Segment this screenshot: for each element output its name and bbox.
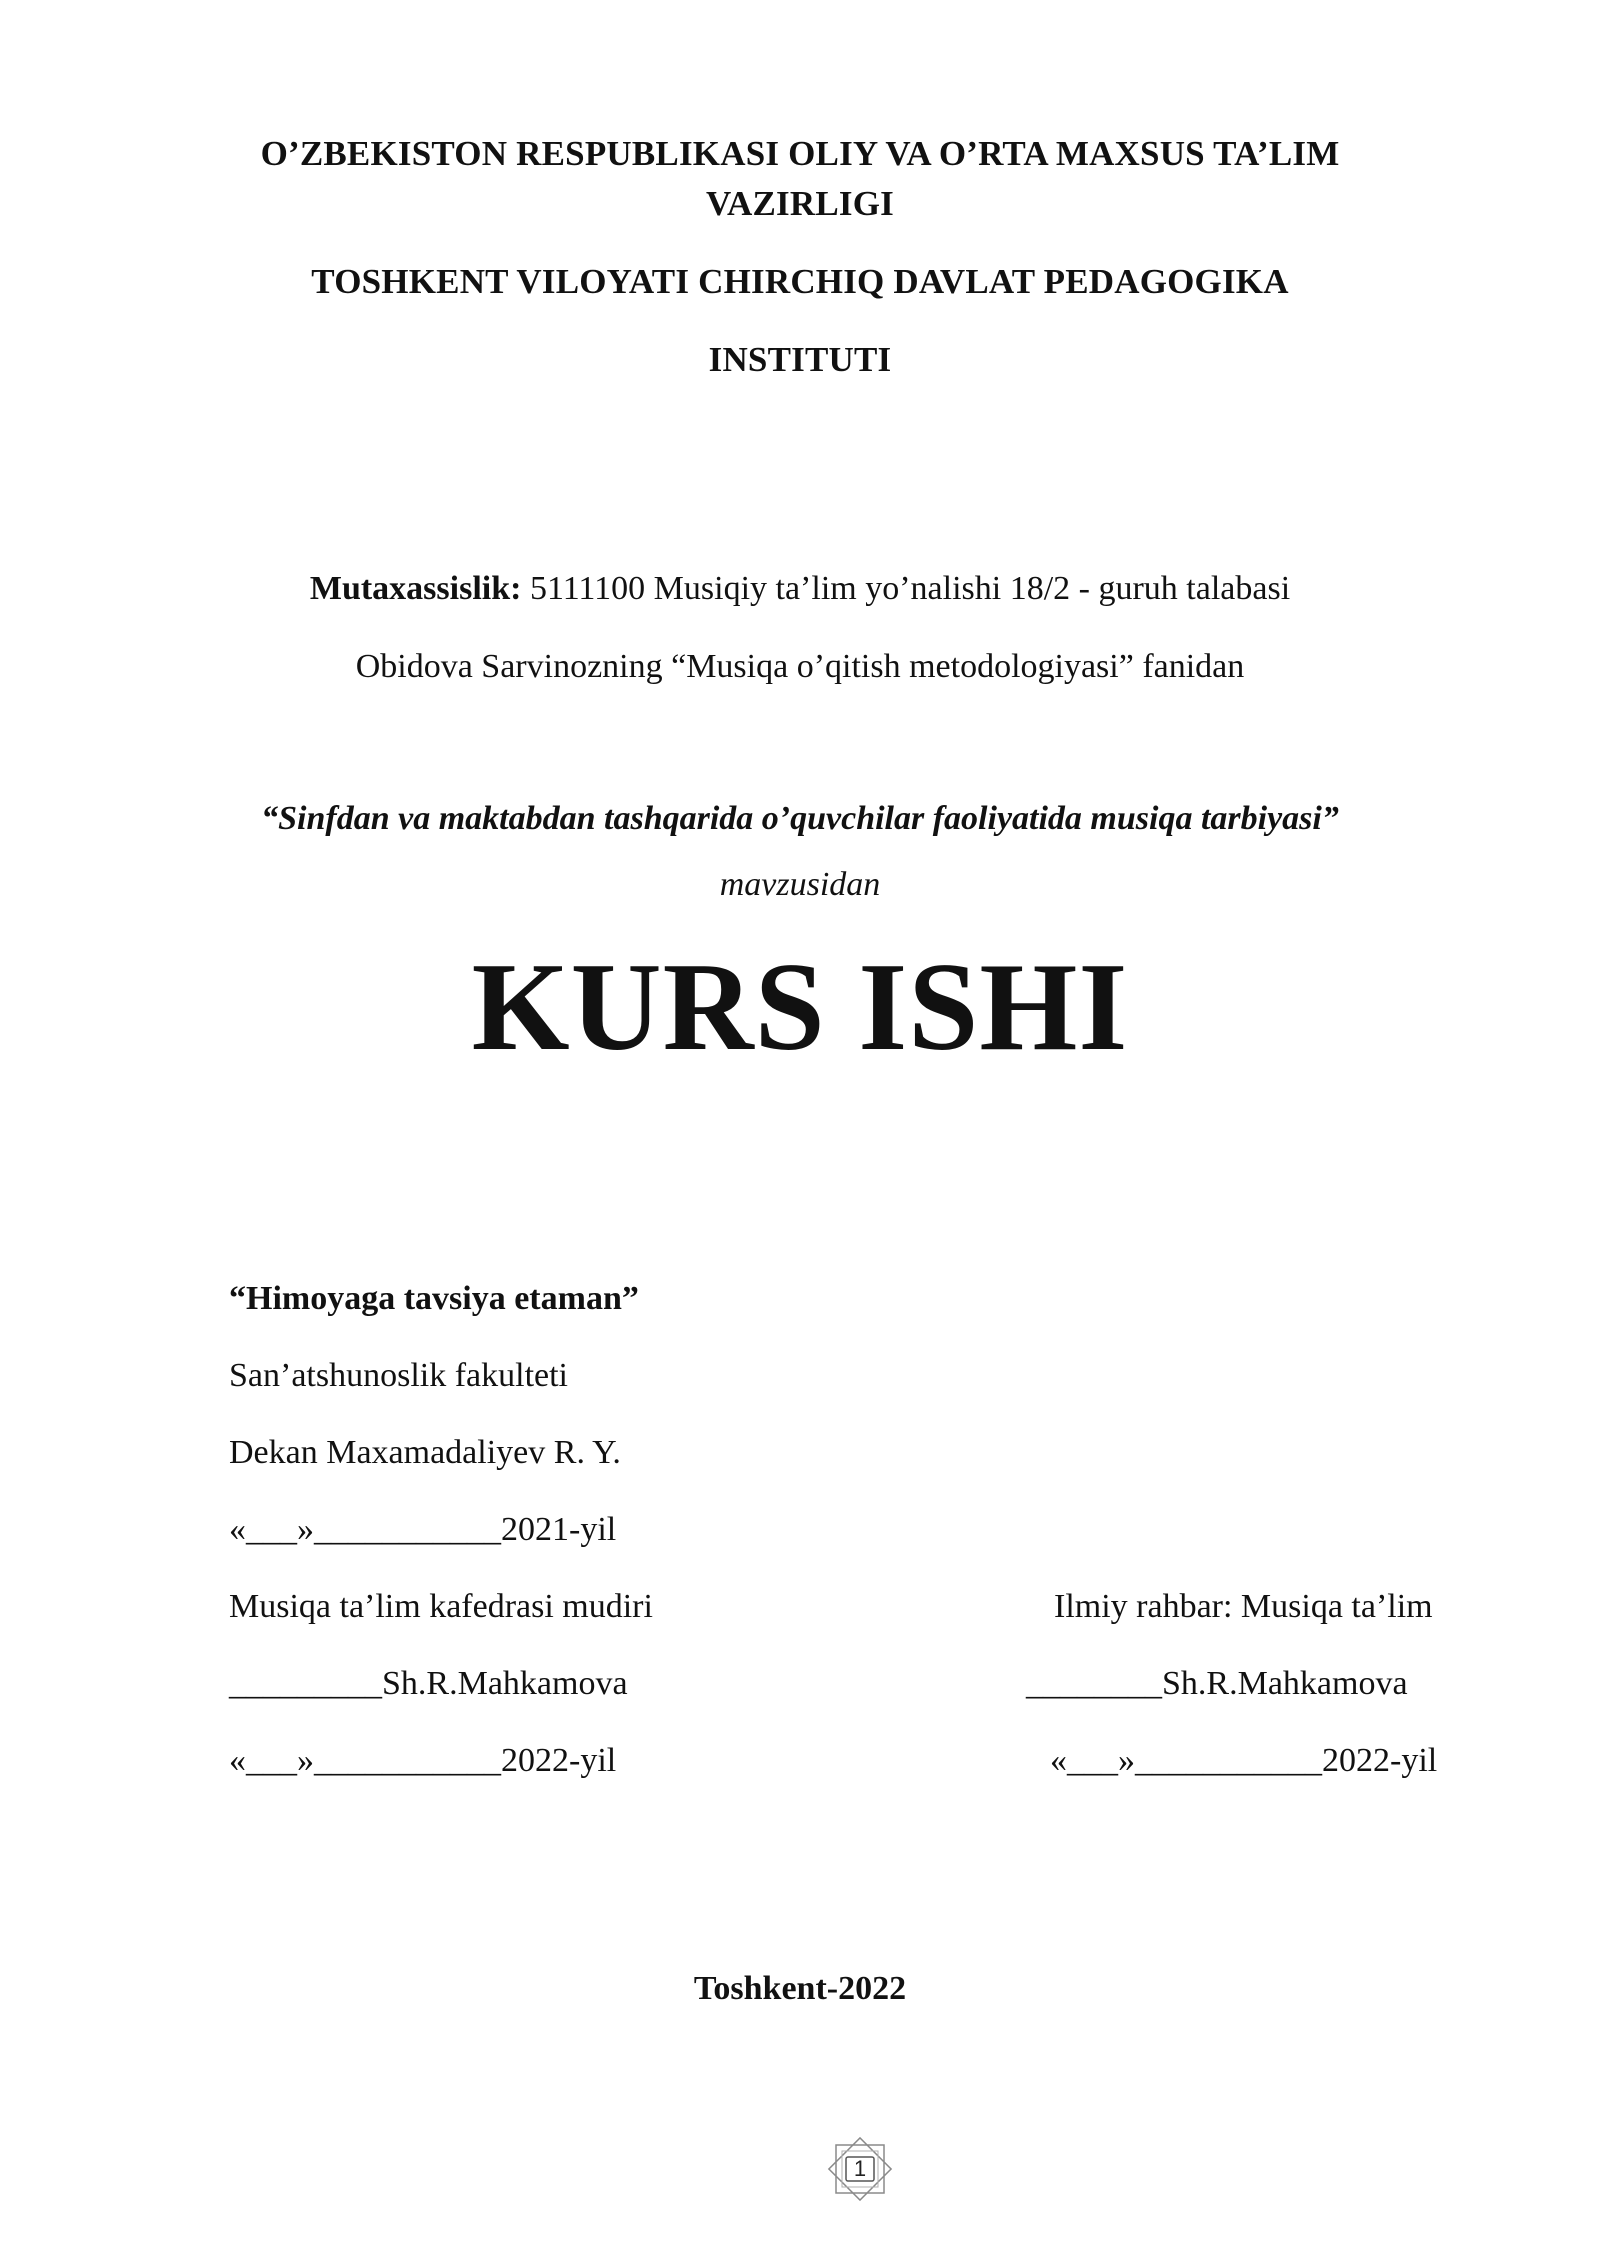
right-signature-role: Ilmiy rahbar: Musiqa ta’lim — [1054, 1588, 1433, 1625]
ministry-line-2: VAZIRLIGI — [706, 184, 894, 223]
right-signature-date: «___»___________2022-yil — [1050, 1742, 1438, 1779]
ministry-line-1: O’ZBEKISTON RESPUBLIKASI OLIY VA O’RTA MAXSUS TA’LIM — [260, 134, 1340, 173]
topic-suffix: mavzusidan — [719, 866, 881, 903]
left-signature-name: _________Sh.R.Mahkamova — [229, 1665, 628, 1702]
date-line-2021: «___»___________2021-yil — [229, 1511, 617, 1548]
right-signature-name: ________Sh.R.Mahkamova — [1026, 1665, 1408, 1702]
institute-line-1: TOSHKENT VILOYATI CHIRCHIQ DAVLAT PEDAGOGIKA — [311, 262, 1289, 301]
student-subject-line: Obidova Sarvinozning “Musiqa o’qitish metodologiyasi” fanidan — [355, 648, 1245, 685]
specialty-label: Mutaxassislik: — [309, 570, 522, 607]
left-signature-role: Musiqa ta’lim kafedrasi mudiri — [229, 1588, 653, 1625]
place-year: Toshkent-2022 — [693, 1970, 907, 2007]
approval-heading: “Himoyaga tavsiya etaman” — [229, 1280, 639, 1317]
institute-line-2: INSTITUTI — [708, 340, 892, 379]
specialty-line — [0, 570, 1600, 608]
main-title: KURS ISHI — [471, 938, 1129, 1077]
page-number-badge — [816, 2125, 904, 2213]
specialty-value: 5111100 Musiqiy ta’lim yo’nalishi 18/2 - guruh talabasi — [521, 570, 1291, 607]
left-signature-date: «___»___________2022-yil — [229, 1742, 617, 1779]
dean-name: Dekan Maxamadaliyev R. Y. — [229, 1434, 621, 1471]
page-number: 1 — [853, 2156, 867, 2181]
faculty-name: San’atshunoslik fakulteti — [229, 1357, 569, 1394]
topic-title: “Sinfdan va maktabdan tashqarida o’quvchilar faoliyatida musiqa tarbiyasi” — [261, 800, 1339, 837]
